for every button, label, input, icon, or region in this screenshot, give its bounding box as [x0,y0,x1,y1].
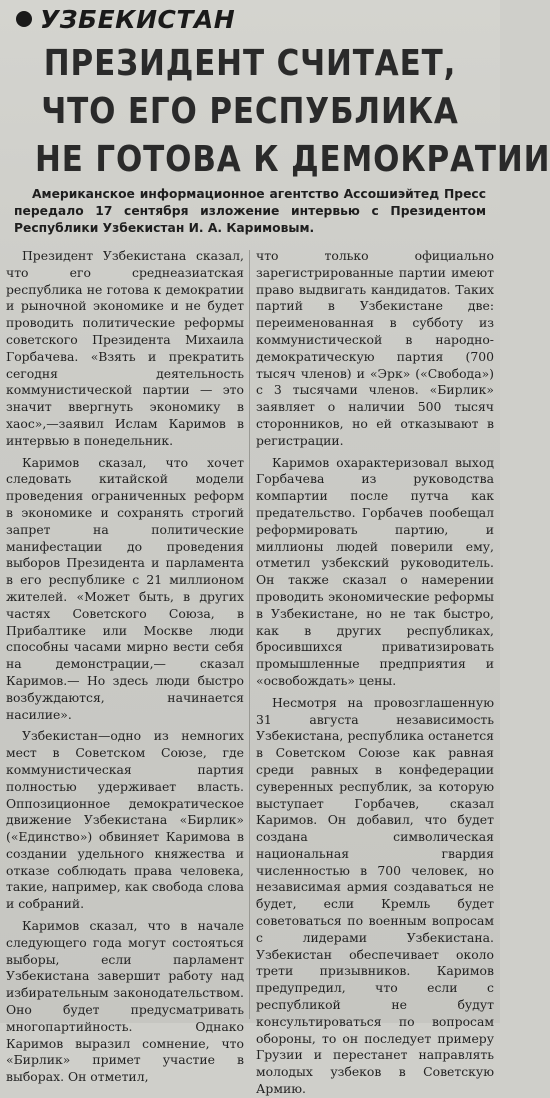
article-paragraph: Узбекистан—одно из немногих мест в Советском Союзе, где коммунистическая партия полностью удерживает власть. Оппозиционное демократическое движение Узбекистана «Бирлик» («Единство») обвиняет Каримова в создании удельного княжества и отказе соблюдать права человека, такие, например, как свобода слова и собраний. [6,728,244,912]
article-column-right [256,248,494,1097]
article-paragraph: Каримов сказал, что хочет следовать китайской модели проведения ограниченных реформ в экономике и сохранять строгий запрет на политические манифестации до проведения выборов Президента и парламента в его республике с 21 миллионом жителей. «Может быть, в других частях Советского Союза, в Прибалтике или Москве люди способны часами мирно вести себя на демонстрации,— сказал Каримов.— Но здесь люди быстро возбуждаются, начинается насилие». [6,454,244,722]
bullet-icon [16,11,32,27]
article-paragraph: что только официально зарегистрированные партии имеют право выдвигать кандидатов. Таких партий в Узбекистане две: переименованная в субботу из коммунистической в народно-демократическую партия (700 тысяч членов) и «Эрк» («Свобода») с 3 тысячами членов. «Бирлик» заявляет о наличии 500 тысяч сторонников, но ей отказывают в регистрации. [256,248,494,448]
article-paragraph: Каримов охарактеризовал выход Горбачева из руководства компартии после путча как предательство. Горбачев пообещал реформировать партию, и миллионы людей поверили ему, отметил узбекский руководитель. Он также сказал о намерении проводить экономические реформы в Узбекистане, но не так быстро, как в других республиках, бросившихся приватизировать промышленные предприятия и «освобождать» цены. [256,454,494,688]
headline [35,40,550,184]
headline-line: НЕ ГОТОВА К ДЕМОКРАТИИ [35,139,550,180]
article-body [6,248,494,1097]
article-paragraph: Президент Узбекистана сказал, что его среднеазиатская республика не готова к демократии и рыночной экономике и не будет проводить политические реформы советского Президента Михаила Горбачева. «Взять и прекратить сегодня деятельность коммунистической партии — это значит ввергнуть экономику в хаос»,—заявил Ислам Каримов в интервью в понедельник. [6,248,244,448]
article-paragraph: Каримов сказал, что в начале следующего года могут состояться выборы, если парламент Узбекистана завершит работу над избирательным законодательством. Оно будет предусматривать многопартийность. Однако Каримов выразил сомнение, что «Бирлик» примет участие в выборах. Он отметил, [6,918,244,1085]
headline-line: ЧТО ЕГО РЕСПУБЛИКА [41,91,459,132]
article-paragraph: Несмотря на провозглашенную 31 августа независимость Узбекистана, республика останется в Советском Союзе как равная среди равных в конфедерации суверенных республик, за которую выступает Горбачев, сказал Каримов. Он добавил, что будет создана символическая национальная гвардия численностью в 700 человек, но независимая армия создаваться не будет, если Кремль будет советоваться по военным вопросам с лидерами Узбекистана. Узбекистан обеспечивает около трети призывников. Каримов предупредил, что если с республикой не будут консультироваться по вопросам обороны, то он последует примеру Грузии и перестанет направлять молодых узбеков в Советскую Армию. [256,694,494,1097]
article-column-left [6,248,244,1085]
rubric-title: УЗБЕКИСТАН [40,4,236,34]
headline-line: ПРЕЗИДЕНТ СЧИТАЕТ, [43,43,457,84]
lead-paragraph: Американское информационное агентство Ассошиэйтед Пресс передало 17 сентября изложение интервью с Президентом Республики Узбекистан И. А. Каримовым. [14,187,486,235]
rubric [16,4,235,34]
